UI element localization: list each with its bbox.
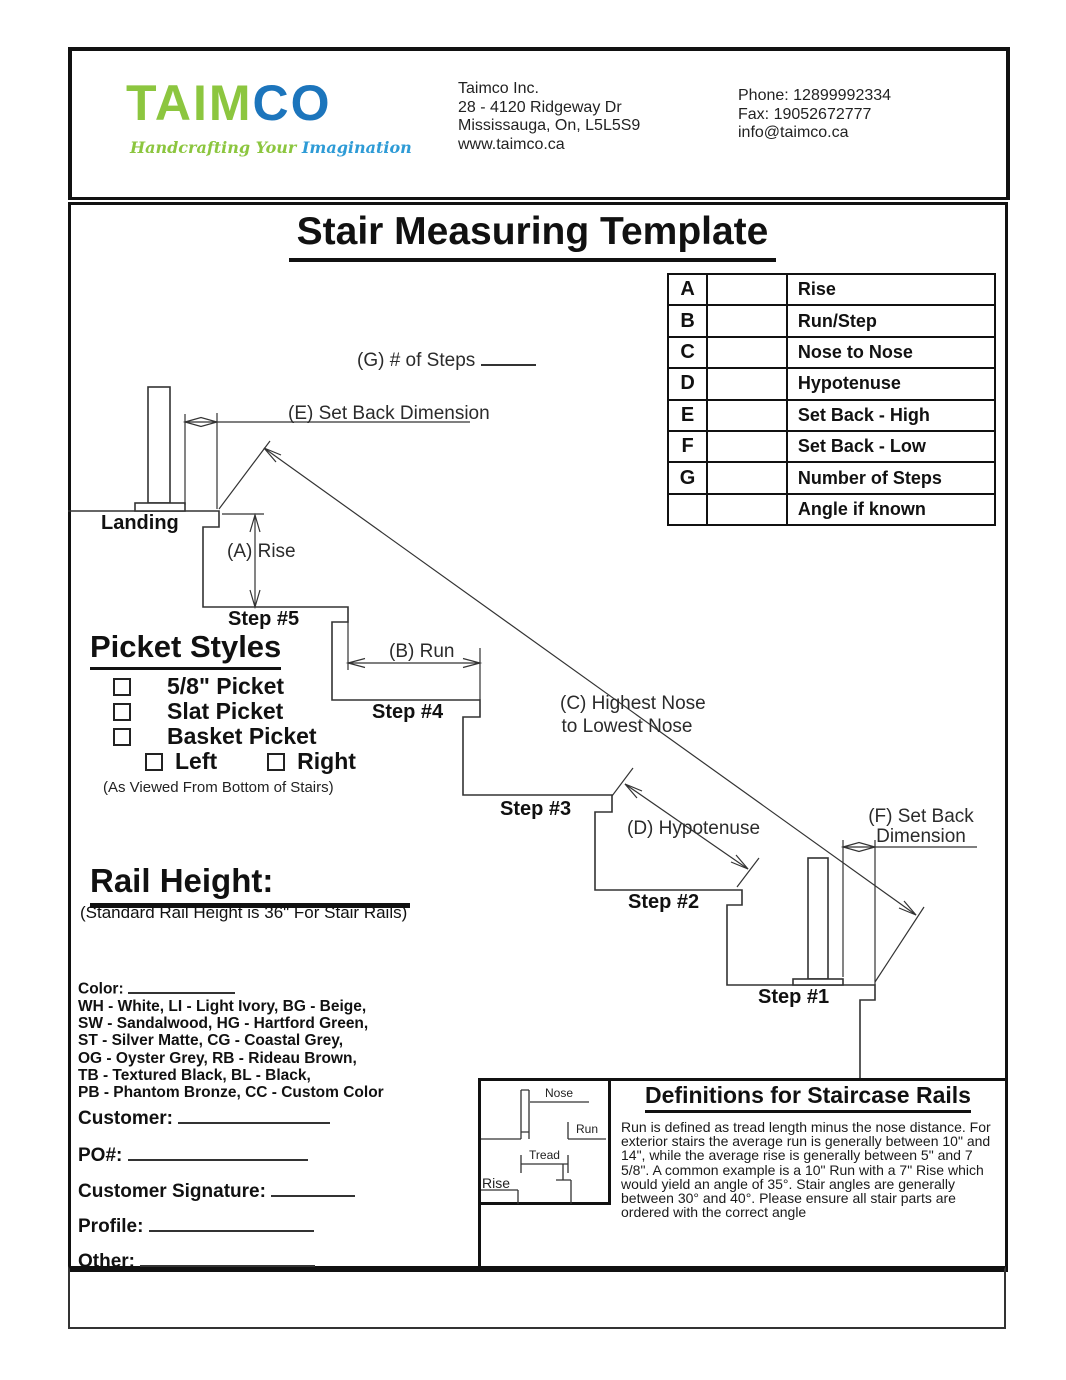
logo-blue-text: CO (252, 75, 332, 131)
mini-nose-label: Nose (544, 1086, 573, 1100)
picket-58-checkbox[interactable] (113, 678, 131, 696)
step5-label: Step #5 (228, 608, 300, 630)
c-nose-label (560, 692, 706, 738)
color-codes-line: TB - Textured Black, BL - Black, (78, 1066, 311, 1084)
logo-tagline (130, 138, 412, 157)
row-value-cell[interactable] (707, 431, 787, 462)
company-city: Mississauga, On, L5L5S9 (458, 117, 641, 134)
picket-basket-checkbox[interactable] (113, 728, 131, 746)
b-run-label: (B) Run (389, 641, 455, 662)
profile-label: Profile: (78, 1216, 144, 1237)
company-website: www.taimco.ca (458, 135, 565, 153)
customer-row (78, 1103, 330, 1130)
row-label: Run/Step (787, 305, 995, 336)
color-codes-line: OG - Oyster Grey, RB - Rideau Brown, (78, 1049, 357, 1067)
row-letter: F (668, 431, 707, 462)
table-row (668, 337, 995, 368)
po-blank[interactable] (128, 1140, 308, 1161)
color-blank[interactable] (128, 976, 235, 994)
profile-blank[interactable] (149, 1211, 314, 1232)
po-row (78, 1140, 308, 1167)
row-letter: D (668, 368, 707, 399)
company-street: 28 - 4120 Ridgeway Dr (458, 98, 622, 116)
customer-blank[interactable] (178, 1103, 330, 1124)
d-hypotenuse-label: (D) Hypotenuse (627, 818, 761, 839)
color-codes-line: SW - Sandalwood, HG - Hartford Green, (78, 1015, 369, 1033)
picket-slat-checkbox[interactable] (113, 703, 131, 721)
picket-right-checkbox[interactable] (267, 753, 285, 771)
table-row (668, 305, 995, 336)
f-label-line2: Dimension (876, 826, 966, 847)
picket-left-label: Left (175, 748, 218, 774)
measurement-table (667, 273, 996, 526)
row-letter (668, 494, 707, 525)
profile-row (78, 1211, 314, 1238)
a-rise-label: (A) Rise (227, 541, 296, 562)
g-steps-blank[interactable] (481, 345, 536, 366)
bottom-empty-box (68, 1266, 1006, 1329)
row-value-cell[interactable] (707, 337, 787, 368)
picket-slat-label: Slat Picket (167, 698, 284, 724)
table-row (668, 274, 995, 305)
company-name: Taimco Inc. (458, 80, 539, 97)
row-letter: G (668, 462, 707, 493)
row-letter: E (668, 400, 707, 431)
company-fax: Fax: 19052672777 (738, 105, 872, 123)
customer-label: Customer: (78, 1108, 174, 1129)
table-row (668, 494, 995, 525)
color-section (78, 976, 384, 1102)
row-label: Number of Steps (787, 462, 995, 493)
row-label: Rise (787, 274, 995, 305)
color-codes-line: ST - Silver Matte, CG - Coastal Grey, (78, 1032, 344, 1050)
rail-height-heading-row (90, 862, 410, 908)
picket-option-row (113, 674, 317, 699)
signature-row (78, 1176, 355, 1203)
picket-option-row (113, 699, 317, 724)
color-codes-line: PB - Phantom Bronze, CC - Custom Color (78, 1084, 384, 1102)
table-row (668, 462, 995, 493)
step1-label: Step #1 (758, 986, 830, 1008)
step4-label: Step #4 (372, 701, 444, 723)
tagline-blue-text: Imagination (301, 138, 412, 157)
g-steps-text: (G) # of Steps (357, 350, 476, 371)
table-row (668, 431, 995, 462)
other-blank[interactable] (140, 1246, 315, 1267)
mini-tread-label: Tread (529, 1148, 560, 1162)
f-label-line1: (F) Set Back (868, 806, 974, 827)
page-title: Stair Measuring Template (289, 210, 777, 262)
picket-note: (As Viewed From Bottom of Stairs) (103, 779, 334, 796)
signature-label: Customer Signature: (78, 1181, 266, 1202)
e-setback-label: (E) Set Back Dimension (288, 403, 490, 424)
f-setback-label (868, 807, 974, 847)
mini-rise-label: Rise (482, 1175, 511, 1191)
picket-basket-label: Basket Picket (167, 723, 317, 749)
definitions-title: Definitions for Staircase Rails (645, 1082, 971, 1113)
definitions-title-row (613, 1082, 1003, 1113)
color-label: Color: (78, 980, 124, 998)
row-label: Set Back - High (787, 400, 995, 431)
row-label: Angle if known (787, 494, 995, 525)
row-value-cell[interactable] (707, 274, 787, 305)
row-value-cell[interactable] (707, 494, 787, 525)
step2-label: Step #2 (628, 891, 700, 913)
picket-left-checkbox[interactable] (145, 753, 163, 771)
company-contact (738, 87, 891, 143)
picket-direction-row (145, 749, 356, 774)
picket-options (113, 674, 317, 749)
title-row (64, 210, 1001, 262)
step3-label: Step #3 (500, 798, 572, 820)
other-row (78, 1246, 315, 1273)
row-label: Nose to Nose (787, 337, 995, 368)
color-label-row (78, 976, 384, 998)
company-address (458, 80, 640, 154)
c-label-line1: (C) Highest Nose (560, 693, 706, 714)
definitions-body: Run is defined as tread length minus the nose distance. For exterior stairs the average run is generally between 10" and 14", while the average rise is generally between 5" and 7 5/8". A common example is a 10" Run with a 7" Rise which would yield an angle of 35°. Stair angles are generally between 30° and 40°. Please ensure all stair parts are ordered with the correct angle (621, 1119, 991, 1221)
table-row (668, 368, 995, 399)
taimco-logo (126, 76, 331, 130)
row-label: Set Back - Low (787, 431, 995, 462)
other-label: Other: (78, 1251, 135, 1272)
logo-green-text: TAIM (126, 75, 253, 131)
row-letter: C (668, 337, 707, 368)
picket-right-label: Right (297, 748, 356, 774)
c-label-line2: to Lowest Nose (561, 716, 693, 737)
landing-label: Landing (101, 512, 179, 534)
row-letter: B (668, 305, 707, 336)
picket-styles-heading: Picket Styles (90, 629, 281, 670)
rail-height-heading: Rail Height: (90, 862, 274, 899)
row-letter: A (668, 274, 707, 305)
g-steps-label (357, 345, 536, 372)
signature-blank[interactable] (271, 1176, 355, 1197)
picket-option-row (113, 724, 317, 749)
po-label: PO#: (78, 1145, 123, 1166)
tagline-green-text: Handcrafting Your (130, 138, 302, 157)
color-codes-line: WH - White, LI - Light Ivory, BG - Beige, (78, 997, 367, 1015)
mini-run-label: Run (575, 1122, 598, 1136)
company-email: info@taimco.ca (738, 124, 849, 141)
row-label: Hypotenuse (787, 368, 995, 399)
row-value-cell[interactable] (707, 305, 787, 336)
rail-height-note: (Standard Rail Height is 36" For Stair Rails) (80, 903, 408, 922)
table-row (668, 400, 995, 431)
row-value-cell[interactable] (707, 400, 787, 431)
row-value-cell[interactable] (707, 368, 787, 399)
company-phone: Phone: 12899992334 (738, 87, 892, 104)
row-value-cell[interactable] (707, 462, 787, 493)
picket-58-label: 5/8" Picket (167, 673, 285, 699)
